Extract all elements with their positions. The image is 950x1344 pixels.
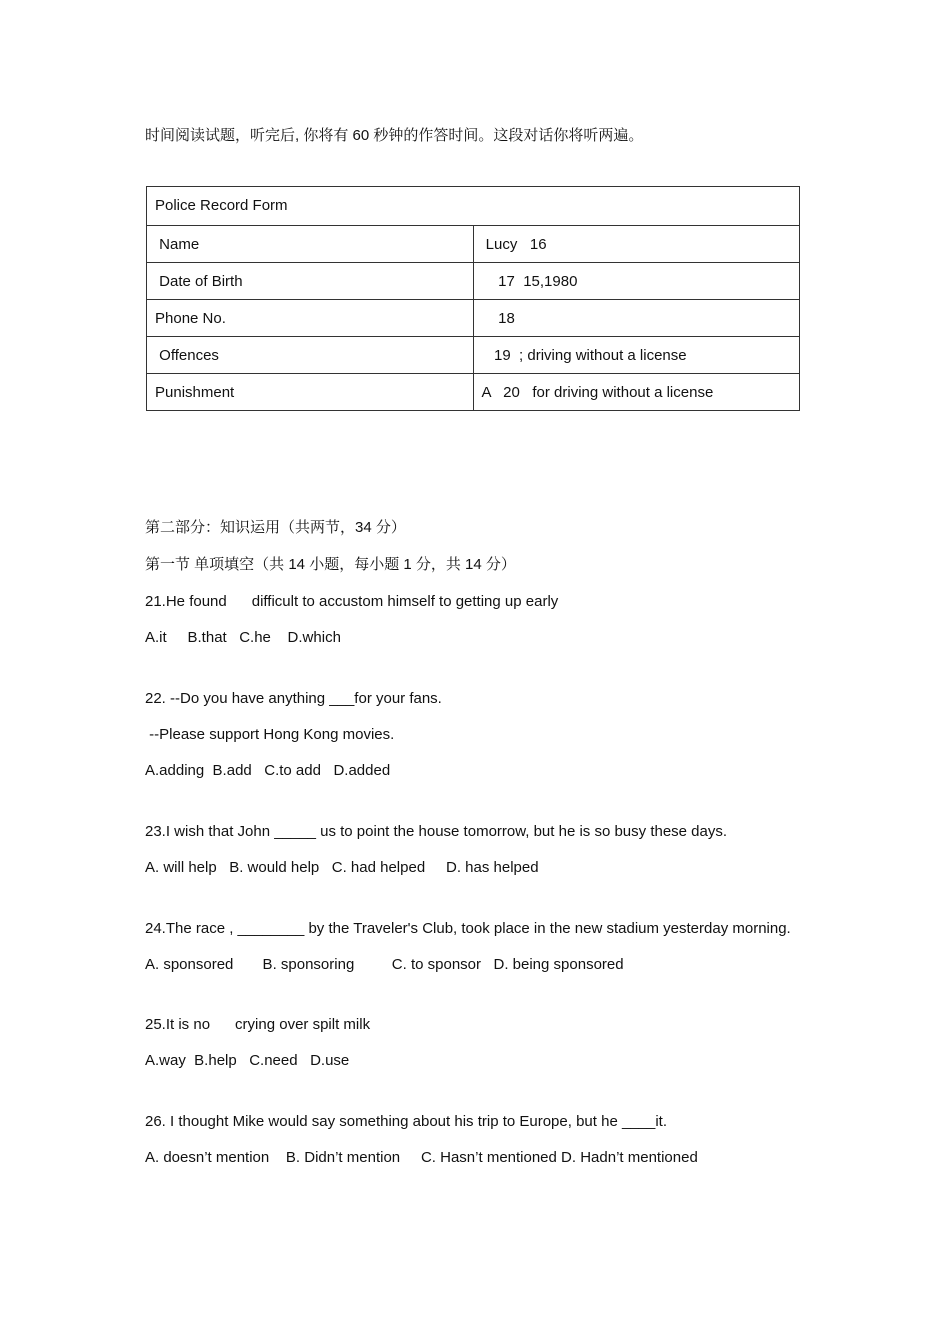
question-26-options: A. doesn’t mention B. Didn’t mention C. Hasn’t mentioned D. Hadn’t mentioned xyxy=(145,1149,698,1166)
form-row xyxy=(147,300,800,337)
form-value: 18 xyxy=(473,300,800,337)
form-row xyxy=(147,263,800,300)
form-row xyxy=(147,337,800,374)
form-row xyxy=(147,374,800,411)
part-heading: 第二部分：知识运用（共两节，34 分） xyxy=(145,519,406,536)
question-21-stem: 21.He found difficult to accustom himself to getting up early xyxy=(145,593,559,610)
form-label: Name xyxy=(147,226,474,263)
form-label: Offences xyxy=(147,337,474,374)
police-record-form xyxy=(146,186,800,411)
form-row xyxy=(147,226,800,263)
question-25-stem: 25.It is no crying over spilt milk xyxy=(145,1016,371,1033)
form-title: Police Record Form xyxy=(147,187,800,226)
question-25-options: A.way B.help C.need D.use xyxy=(145,1052,350,1069)
listening-instructions: 时间阅读试题，听完后, 你将有 60 秒钟的作答时间。这段对话你将听两遍。 xyxy=(145,127,644,144)
question-23-stem: 23.I wish that John _____ us to point the house tomorrow, but he is so busy these days. xyxy=(145,823,728,840)
question-22-stem: 22. --Do you have anything ___for your fans. xyxy=(145,690,442,707)
form-label: Phone No. xyxy=(147,300,474,337)
question-22-reply: --Please support Hong Kong movies. xyxy=(145,726,395,743)
section-heading: 第一节 单项填空（共 14 小题，每小题 1 分，共 14 分） xyxy=(145,556,516,573)
question-26-stem: 26. I thought Mike would say something about his trip to Europe, but he ____it. xyxy=(145,1113,667,1130)
form-title-row xyxy=(147,187,800,226)
form-label: Date of Birth xyxy=(147,263,474,300)
question-24-stem: 24.The race , ________ by the Traveler's Club, took place in the new stadium yesterday morning. xyxy=(145,920,791,937)
question-22-options: A.adding B.add C.to add D.added xyxy=(145,762,391,779)
form-label: Punishment xyxy=(147,374,474,411)
question-21-options: A.it B.that C.he D.which xyxy=(145,629,341,646)
form-value: 17 15,1980 xyxy=(473,263,800,300)
form-value: A 20 for driving without a license xyxy=(473,374,800,411)
question-24-options: A. sponsored B. sponsoring C. to sponsor D. being sponsored xyxy=(145,956,624,973)
form-value: Lucy 16 xyxy=(473,226,800,263)
form-value: 19 ; driving without a license xyxy=(473,337,800,374)
question-23-options: A. will help B. would help C. had helped D. has helped xyxy=(145,859,539,876)
